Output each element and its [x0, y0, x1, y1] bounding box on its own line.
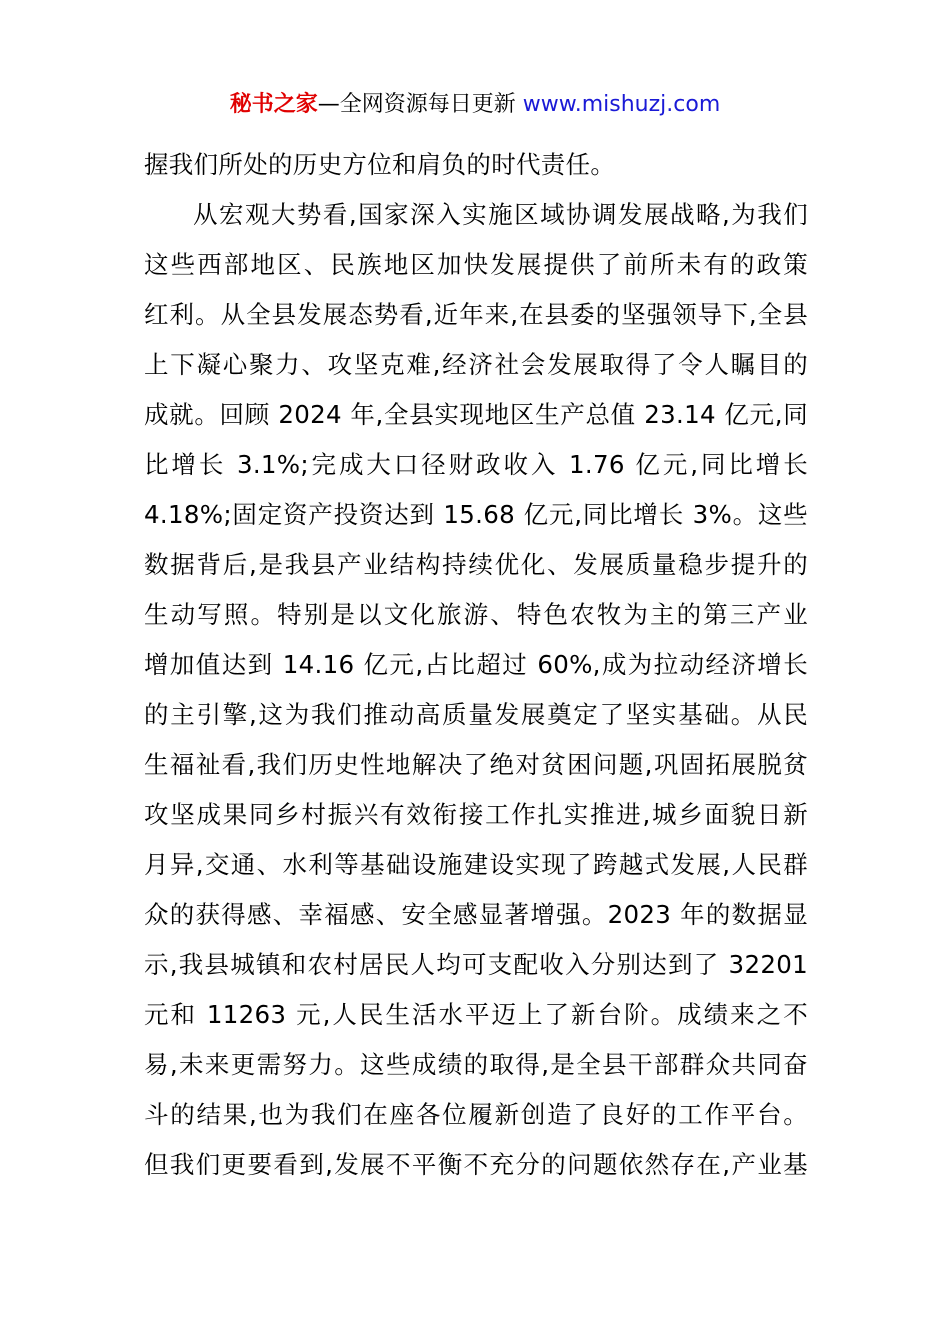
- text-line: 红利。从全县发展态势看,近年来,在县委的坚强领导下,全县: [144, 300, 808, 329]
- text-line: 众的获得感、幸福感、安全感显著增强。2023 年的数据显: [144, 900, 808, 929]
- text-line: 成就。回顾 2024 年,全县实现地区生产总值 23.14 亿元,同: [144, 400, 808, 429]
- text-line: 握我们所处的历史方位和肩负的时代责任。: [144, 150, 616, 179]
- text-line: 生动写照。特别是以文化旅游、特色农牧为主的第三产业: [144, 600, 808, 629]
- text-line: 数据背后,是我县产业结构持续优化、发展质量稳步提升的: [144, 550, 808, 579]
- text-line: 的主引擎,这为我们推动高质量发展奠定了坚实基础。从民: [144, 700, 808, 729]
- text-line: 易,未来更需努力。这些成绩的取得,是全县干部群众共同奋: [144, 1050, 808, 1079]
- text-line: 但我们更要看到,发展不平衡不充分的问题依然存在,产业基: [144, 1150, 808, 1179]
- text-line: 示,我县城镇和农村居民人均可支配收入分别达到了 32201: [144, 950, 808, 979]
- header-separator: —: [317, 92, 340, 117]
- text-line: 这些西部地区、民族地区加快发展提供了前所未有的政策: [144, 250, 808, 279]
- site-brand: 秘书之家: [229, 92, 318, 117]
- text-line: 生福祉看,我们历史性地解决了绝对贫困问题,巩固拓展脱贫: [144, 750, 808, 779]
- text-line: 4.18%;固定资产投资达到 15.68 亿元,同比增长 3%。这些: [144, 500, 808, 529]
- text-line: 上下凝心聚力、攻坚克难,经济社会发展取得了令人瞩目的: [144, 350, 808, 379]
- text-line: 比增长 3.1%;完成大口径财政收入 1.76 亿元,同比增长: [144, 450, 808, 479]
- document-body: [144, 140, 808, 1190]
- text-line: 从宏观大势看,国家深入实施区域协调发展战略,为我们: [193, 200, 808, 229]
- text-line: 月异,交通、水利等基础设施建设实现了跨越式发展,人民群: [144, 850, 808, 879]
- header-tagline: 全网资源每日更新: [339, 92, 523, 117]
- text-line: 元和 11263 元,人民生活水平迈上了新台阶。成绩来之不: [144, 1000, 808, 1029]
- text-line: 增加值达到 14.16 亿元,占比超过 60%,成为拉动经济增长: [144, 650, 808, 679]
- text-line: 斗的结果,也为我们在座各位履新创造了良好的工作平台。: [144, 1100, 808, 1129]
- page-header: [0, 88, 950, 122]
- site-url-link[interactable]: www.mishuzj.com: [522, 92, 721, 117]
- text-line: 攻坚成果同乡村振兴有效衔接工作扎实推进,城乡面貌日新: [144, 800, 808, 829]
